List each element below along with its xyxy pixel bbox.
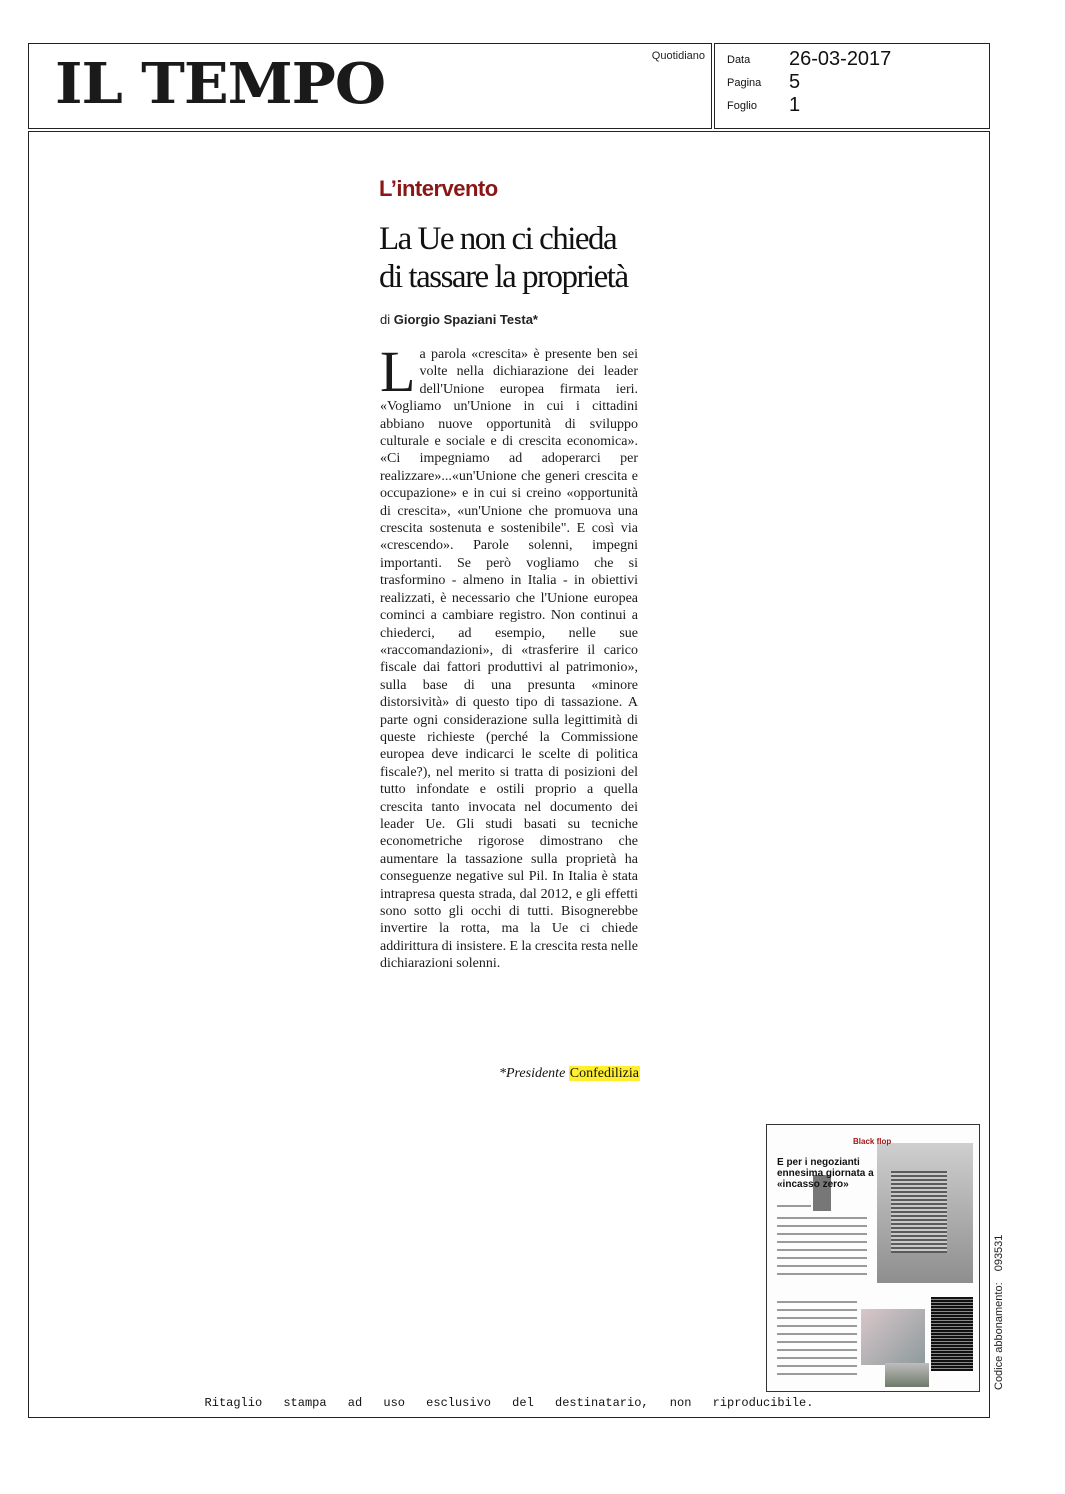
thumbnail-text-line	[777, 1349, 857, 1351]
thumbnail-text-line	[777, 1205, 811, 1207]
meta-label: Data	[727, 54, 751, 66]
thumbnail-text-line	[777, 1273, 867, 1275]
signature-prefix: *Presidente	[498, 1066, 566, 1081]
headline-line-2: di tassare la proprietà	[379, 259, 628, 295]
meta-label: Pagina	[727, 77, 762, 89]
article-body-text: a parola «crescita» è presente ben sei volte nella dichiarazione dei leader dell'Unione europea firmata ieri. «Vogliamo un'Unione in cui i cittadini abbiano nuove opportunità di sviluppo culturale e sociale e di crescita economica». «Ci impegniamo ad adoperarci per realizzare»...«un'Unione che generi crescita e occupazione» e in cui si creino «opportunità di crescita», «un'Unione che promuova una crescita sostenuta e sostenibile". E così via «crescendo». Parole solenni, impegni importanti. Se però vogliamo che si trasformino - almeno in Italia - in obiettivi realizzati, è necessario che l'Unione europea cominci a cambiare registro. Non continui a chiederci, ad esempio, nelle sue «raccomandazioni», di «trasferire il carico fiscale dai fattori produttivi al patrimonio», sulla base di una presunta «minore distorsività» di questo tipo di tassazione. A parte ogni considerazione sulla legittimità di queste richieste (perché la Commissione europea deve indicarci le scelte di politica fiscale?), nel merito si tratta di posizioni del tutto infondate e ostili proprio a quella crescita tanto invocata nel documento dei leader Ue. Gli studi basati su tecniche econometriche rigorose dimostrano che aumentare la tassazione sulla proprietà ha conseguenze negative sul Pil. In Italia è stata intrapresa questa strada, dal 2012, e gli effetti sono sotto gli occhi di tutti. Bisognerebbe invertire la rotta, ma la Ue ci chiede addirittura di insistere. E la crescita resta nelle dichiarazioni solenni.	[380, 347, 638, 972]
thumbnail-text-line	[777, 1265, 867, 1267]
headline-line-1: La Ue non ci chieda	[379, 221, 617, 257]
header-meta-panel	[714, 43, 990, 129]
footer-notice: Ritaglio stampa ad uso esclusivo del destinatario, non riproducibile.	[204, 1396, 814, 1410]
thumbnail-text-line	[777, 1225, 867, 1227]
meta-value: 26-03-2017	[789, 48, 892, 70]
thumbnail-text-line	[777, 1357, 857, 1359]
thumbnail-photo-interior	[861, 1309, 925, 1365]
subscription-number: 093531	[993, 1234, 1005, 1272]
thumbnail-text-line	[777, 1301, 857, 1303]
thumbnail-text-line	[777, 1365, 857, 1367]
byline-prefix: di	[380, 312, 391, 327]
drop-cap: L	[380, 339, 416, 404]
thumbnail-kicker: Black flop	[853, 1137, 892, 1146]
article-kicker: L’intervento	[379, 176, 498, 201]
meta-label: Foglio	[727, 100, 757, 112]
thumbnail-text-line	[777, 1241, 867, 1243]
thumbnail-headline: E per i negozianti ennesima giornata a «incasso zero»	[777, 1157, 874, 1190]
publication-type: Quotidiano	[651, 50, 705, 62]
subscription-label: Codice abbonamento:	[993, 1282, 1005, 1390]
thumbnail-text-line	[777, 1341, 857, 1343]
thumbnail-text-line	[777, 1309, 857, 1311]
byline-author: Giorgio Spaziani Testa*	[393, 312, 538, 327]
thumbnail-text-line	[777, 1249, 867, 1251]
thumbnail-text-line	[777, 1217, 867, 1219]
thumbnail-text-line	[777, 1325, 857, 1327]
header-left-panel	[28, 43, 712, 129]
thumbnail-photo-street	[885, 1363, 929, 1387]
meta-value: 5	[789, 71, 801, 93]
thumbnail-shutter	[891, 1171, 947, 1253]
article-byline	[380, 312, 538, 327]
thumbnail-text-line	[777, 1317, 857, 1319]
article-body	[380, 339, 638, 973]
thumbnail-text-line	[777, 1373, 857, 1375]
thumbnail-text-line	[777, 1257, 867, 1259]
thumbnail-text-line	[777, 1333, 857, 1335]
subscription-code	[993, 1235, 1005, 1390]
meta-value: 1	[789, 94, 801, 116]
article-signature	[464, 1066, 640, 1082]
signature-highlight: Confedilizia	[569, 1066, 639, 1081]
thumbnail-dark-column	[931, 1297, 973, 1371]
masthead-logo: IL TEMPO	[55, 51, 386, 117]
page-thumbnail	[766, 1124, 980, 1392]
thumbnail-text-line	[777, 1233, 867, 1235]
article-headline	[379, 220, 659, 296]
